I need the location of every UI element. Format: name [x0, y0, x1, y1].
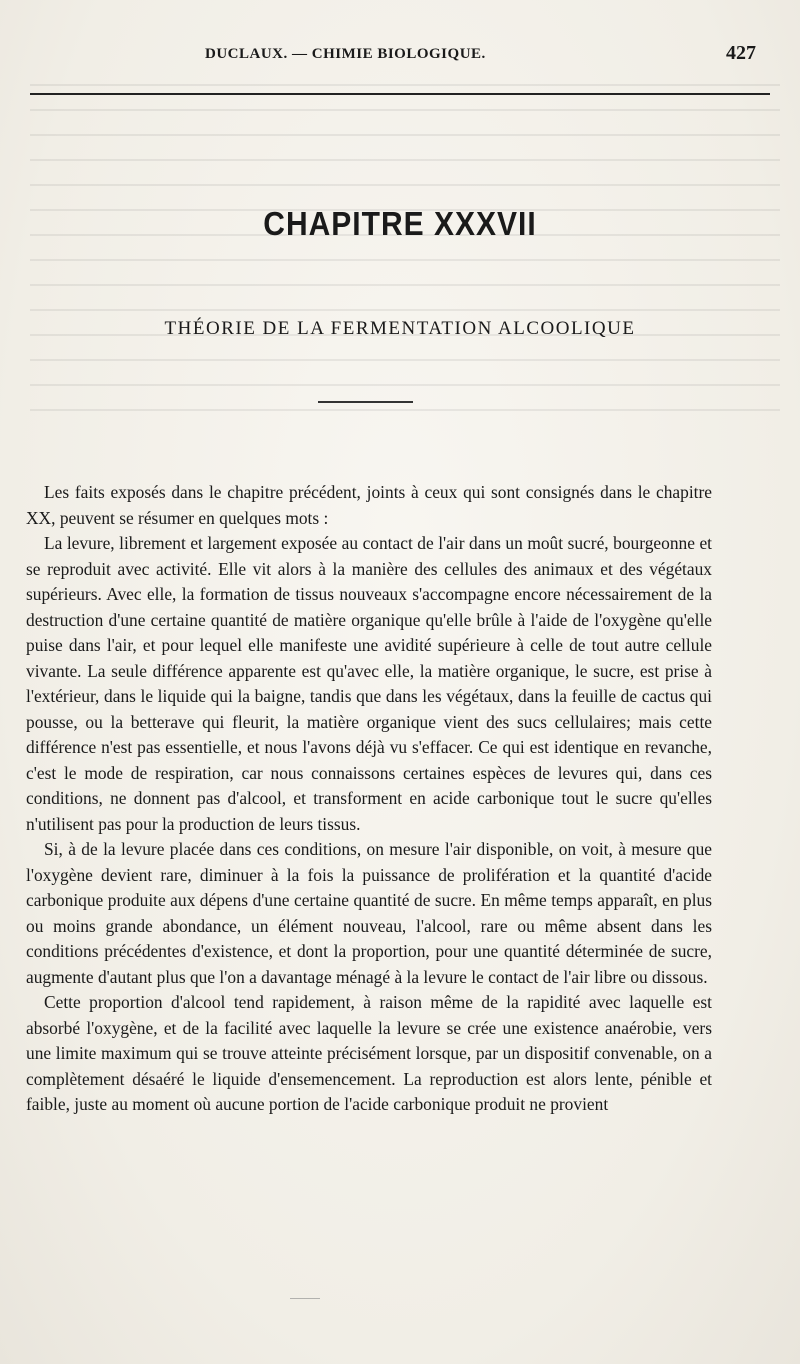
show-through-text: [30, 70, 780, 430]
footer-mark: [290, 1298, 320, 1299]
header-rule: [30, 93, 770, 95]
paragraph: Les faits exposés dans le chapitre précédent, joints à ceux qui sont consignés dans le chapitre XX, peuvent se résumer en quelques mots :: [26, 482, 712, 528]
paragraph: Cette proportion d'alcool tend rapidement, à raison même de la rapidité avec laquelle est absorbé l'oxygène, et de la facilité avec laquelle la levure se crée une existence anaérobie, vers une limite maximum qui se trouve atteinte précisément lorsque, par un dispositif convenable, on a complètement désaéré le liquide d'ensemencement. La reproduction est alors lente, pénible et faible, juste au moment où aucune portion de l'acide carbonique produit ne provient: [26, 992, 712, 1114]
page-number: 427: [726, 42, 756, 64]
paragraph: La levure, librement et largement exposée au contact de l'air dans un moût sucré, bourgeonne et se reproduit avec activité. Elle vit alors à la manière des cellules des animaux et des végétaux supérieurs. Avec elle, la formation de tissus nouveaux s'accompagne encore nécessairement de la destruction d'une certaine quantité de matière organique qu'elle brûle à l'aide de l'oxygène qu'elle puise dans l'air, et pour lequel elle manifeste une avidité supérieure à celle de tout autre cellule vivante. La seule différence apparente est qu'avec elle, la matière organique, le sucre, est prise à l'extérieur, dans le liquide qui la baigne, tandis que dans les végétaux, dans la feuille de cactus qui pousse, ou la betterave qui fleurit, la matière organique vient des sucs cellulaires; mais cette différence n'est pas essentielle, et nous l'avons déjà vu s'effacer. Ce qui est identique en revanche, c'est le mode de respiration, car nous connaissons certaines espèces de levures qui, dans ces conditions, ne donnent pas d'alcool, et transforment en acide carbonique tout le sucre qu'elles n'utilisent pas pour la production de leurs tissus.: [26, 533, 712, 834]
chapter-title: CHAPITRE XXXVII: [263, 205, 537, 243]
title-divider: [318, 401, 413, 403]
chapter-subtitle: THÉORIE DE LA FERMENTATION ALCOOLIQUE: [164, 318, 636, 339]
running-head: DUCLAUX. — CHIMIE BIOLOGIQUE.: [205, 46, 486, 62]
paragraph: Si, à de la levure placée dans ces conditions, on mesure l'air disponible, on voit, à mesure que l'oxygène devient rare, diminuer à la fois la puissance de prolifération et la quantité d'acide carbonique produite aux dépens d'une certaine quantité de sucre. En même temps apparaît, en plus ou moins grande abondance, un élément nouveau, l'alcool, rare ou même absent dans les conditions précédentes d'existence, et dont la proportion, pour une quantité déterminée de sucre, augmente d'autant plus que l'on a davantage ménagé à la levure le contact de l'air libre ou dissous.: [26, 839, 712, 987]
body-text: [26, 480, 712, 1118]
